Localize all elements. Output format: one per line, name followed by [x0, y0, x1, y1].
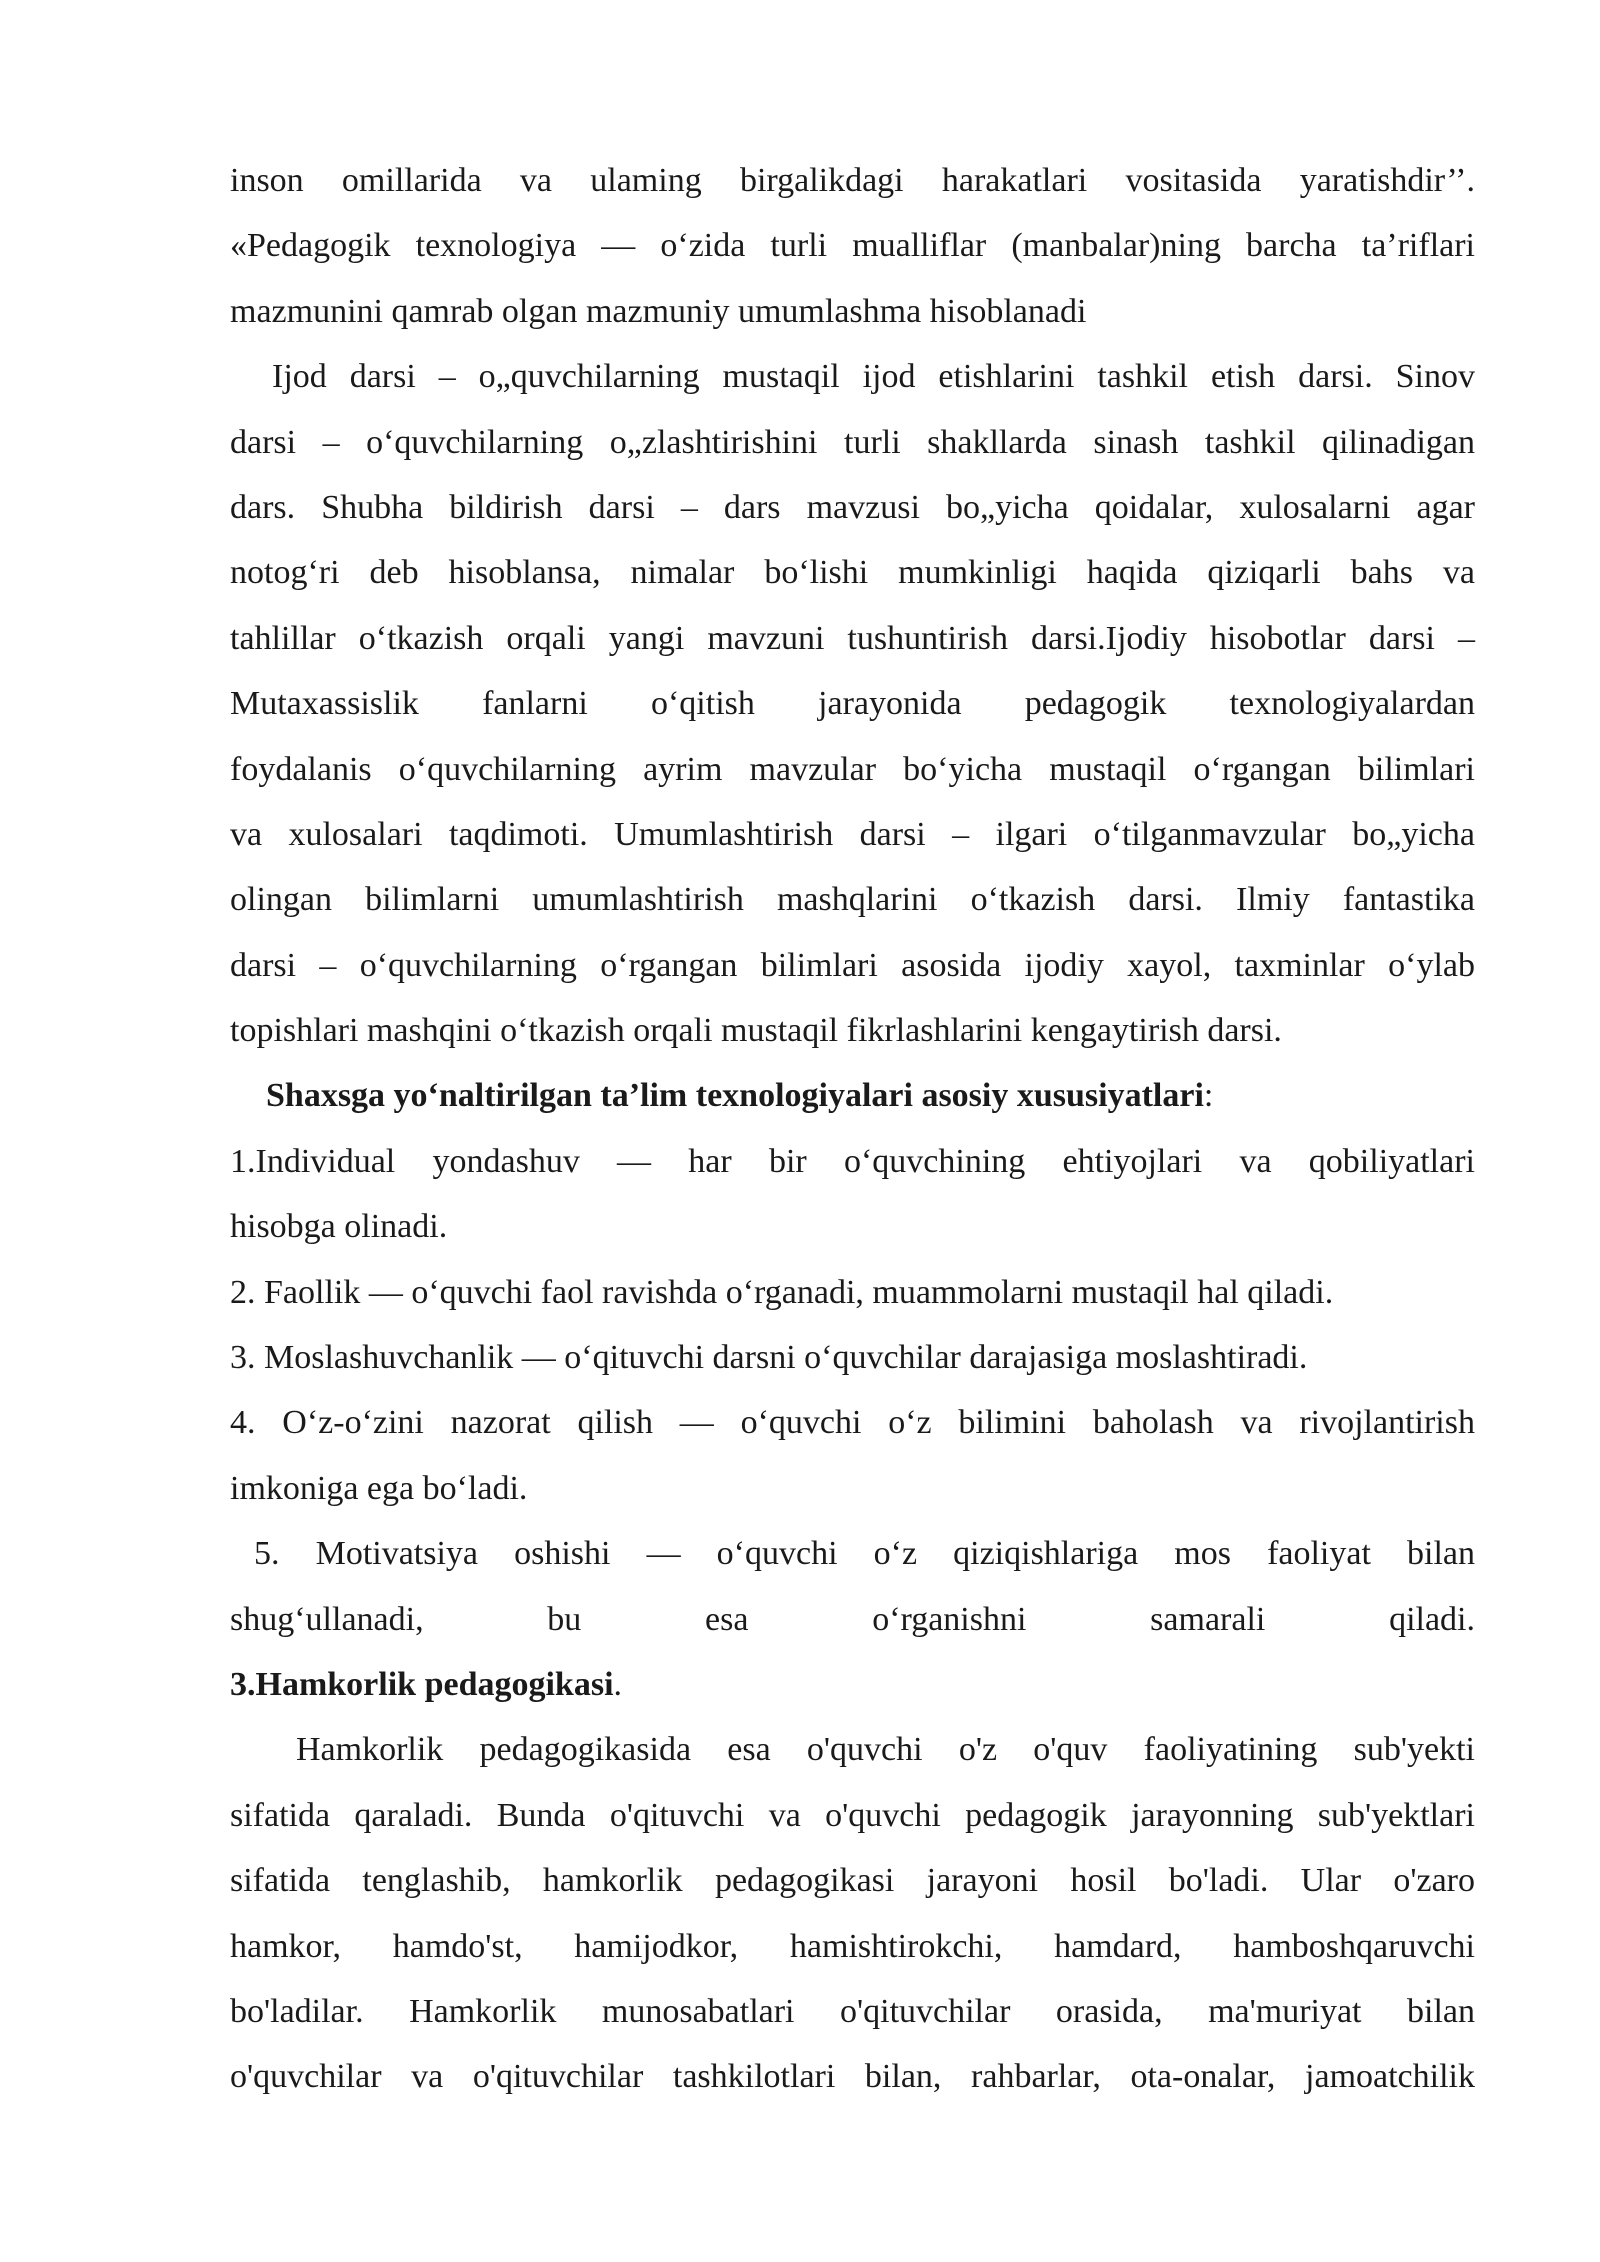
list-item: 5. Motivatsiya oshishi — o‘quvchi o‘z qiziqishlariga mos faoliyat bilan	[254, 1535, 1475, 1573]
text-line: hamkor, hamdo'st, hamijodkor, hamishtirokchi, hamdard, hamboshqaruvchi	[230, 1927, 1475, 1965]
text-line: inson omillarida va ulaming birgalikdagi harakatlari vositasida yaratishdir’’.	[230, 162, 1475, 199]
paragraph-continued	[230, 148, 1475, 344]
text-line: Mutaxassislik fanlarni o‘qitish jarayonida pedagogik texnologiyalardan	[230, 685, 1475, 723]
list-item: 2. Faollik — o‘quvchi faol ravishda o‘rganadi, muammolarni mustaqil hal qiladi.	[230, 1273, 1334, 1311]
text-line: bo'ladilar. Hamkorlik munosabatlari o'qituvchilar orasida, ma'muriyat bilan	[230, 1992, 1475, 2030]
heading-text: 3.Hamkorlik pedagogikasi	[230, 1665, 614, 1703]
list-item-continued: hisobga olinadi.	[230, 1208, 448, 1246]
section-heading	[230, 1063, 1475, 1128]
text-line: dars. Shubha bildirish darsi – dars mavzusi bo„yicha qoidalar, xulosalarni agar	[230, 488, 1475, 526]
text-line: tahlillar o‘tkazish orqali yangi mavzuni tushuntirish darsi.Ijodiy hisobotlar darsi –	[230, 619, 1475, 657]
features-list	[230, 1129, 1475, 1652]
text-line: notog‘ri deb hisoblansa, nimalar bo‘lishi mumkinligi haqida qiziqarli bahs va	[230, 554, 1475, 592]
heading-suffix: .	[613, 1665, 623, 1703]
list-item-continued: imkoniga ega bo‘ladi.	[230, 1469, 528, 1507]
list-item: 4. O‘z-o‘zini nazorat qilish — o‘quvchi o‘z bilimini baholash va rivojlantirish	[230, 1404, 1475, 1442]
text-line: «Pedagogik texnologiya — o‘zida turli mualliflar (manbalar)ning barcha ta’riflari	[230, 227, 1475, 265]
list-item: 3. Moslashuvchanlik — o‘qituvchi darsni o‘quvchilar darajasiga moslashtiradi.	[230, 1339, 1308, 1377]
text-line: va xulosalari taqdimoti. Umumlashtirish darsi – ilgari o‘tilganmavzular bo„yicha	[230, 815, 1475, 853]
text-line: sifatida tenglashib, hamkorlik pedagogikasi jarayoni hosil bo'ladi. Ular o'zaro	[230, 1862, 1475, 1900]
text-line: foydalanis o‘quvchilarning ayrim mavzular bo‘yicha mustaqil o‘rgangan bilimlari	[230, 750, 1475, 788]
list-item: 1.Individual yondashuv — har bir o‘quvchining ehtiyojlari va qobiliyatlari	[230, 1142, 1475, 1180]
text-line: o'quvchilar va o'qituvchilar tashkilotlari bilan, rahbarlar, ota-onalar, jamoatchilik	[230, 2058, 1475, 2096]
paragraph-lesson-types	[230, 344, 1475, 1063]
text-line: Hamkorlik pedagogikasida esa o'quvchi o'z o'quv faoliyatining sub'yekti	[296, 1731, 1475, 1769]
text-line: olingan bilimlarni umumlashtirish mashqlarini o‘tkazish darsi. Ilmiy fantastika	[230, 881, 1475, 919]
text-line: topishlari mashqini o‘tkazish orqali mustaqil fikrlashlarini kengaytirish darsi.	[230, 1012, 1282, 1050]
text-line: Ijod darsi – o„quvchilarning mustaqil ijod etishlarini tashkil etish darsi. Sinov	[272, 358, 1475, 396]
document-page	[230, 148, 1475, 2110]
list-item-continued: shug‘ullanadi, bu esa o‘rganishni samarali qiladi.	[230, 1600, 1475, 1638]
text-line: mazmunini qamrab olgan mazmuniy umumlashma hisoblanadi	[230, 292, 1087, 330]
paragraph-cooperation	[230, 1717, 1475, 2109]
text-line: darsi – o‘quvchilarning o‘rgangan bilimlari asosida ijodiy xayol, taxminlar o‘ylab	[230, 946, 1475, 984]
text-line: darsi – o‘quvchilarning o„zlashtirishini turli shakllarda sinash tashkil qilinadigan	[230, 423, 1475, 461]
heading-suffix: :	[1203, 1077, 1214, 1115]
text-line: sifatida qaraladi. Bunda o'qituvchi va o'quvchi pedagogik jarayonning sub'yektlari	[230, 1796, 1475, 1834]
section-heading	[230, 1652, 1475, 1717]
heading-text: Shaxsga yo‘naltirilgan ta’lim texnologiyalari asosiy xususiyatlari	[266, 1077, 1204, 1115]
